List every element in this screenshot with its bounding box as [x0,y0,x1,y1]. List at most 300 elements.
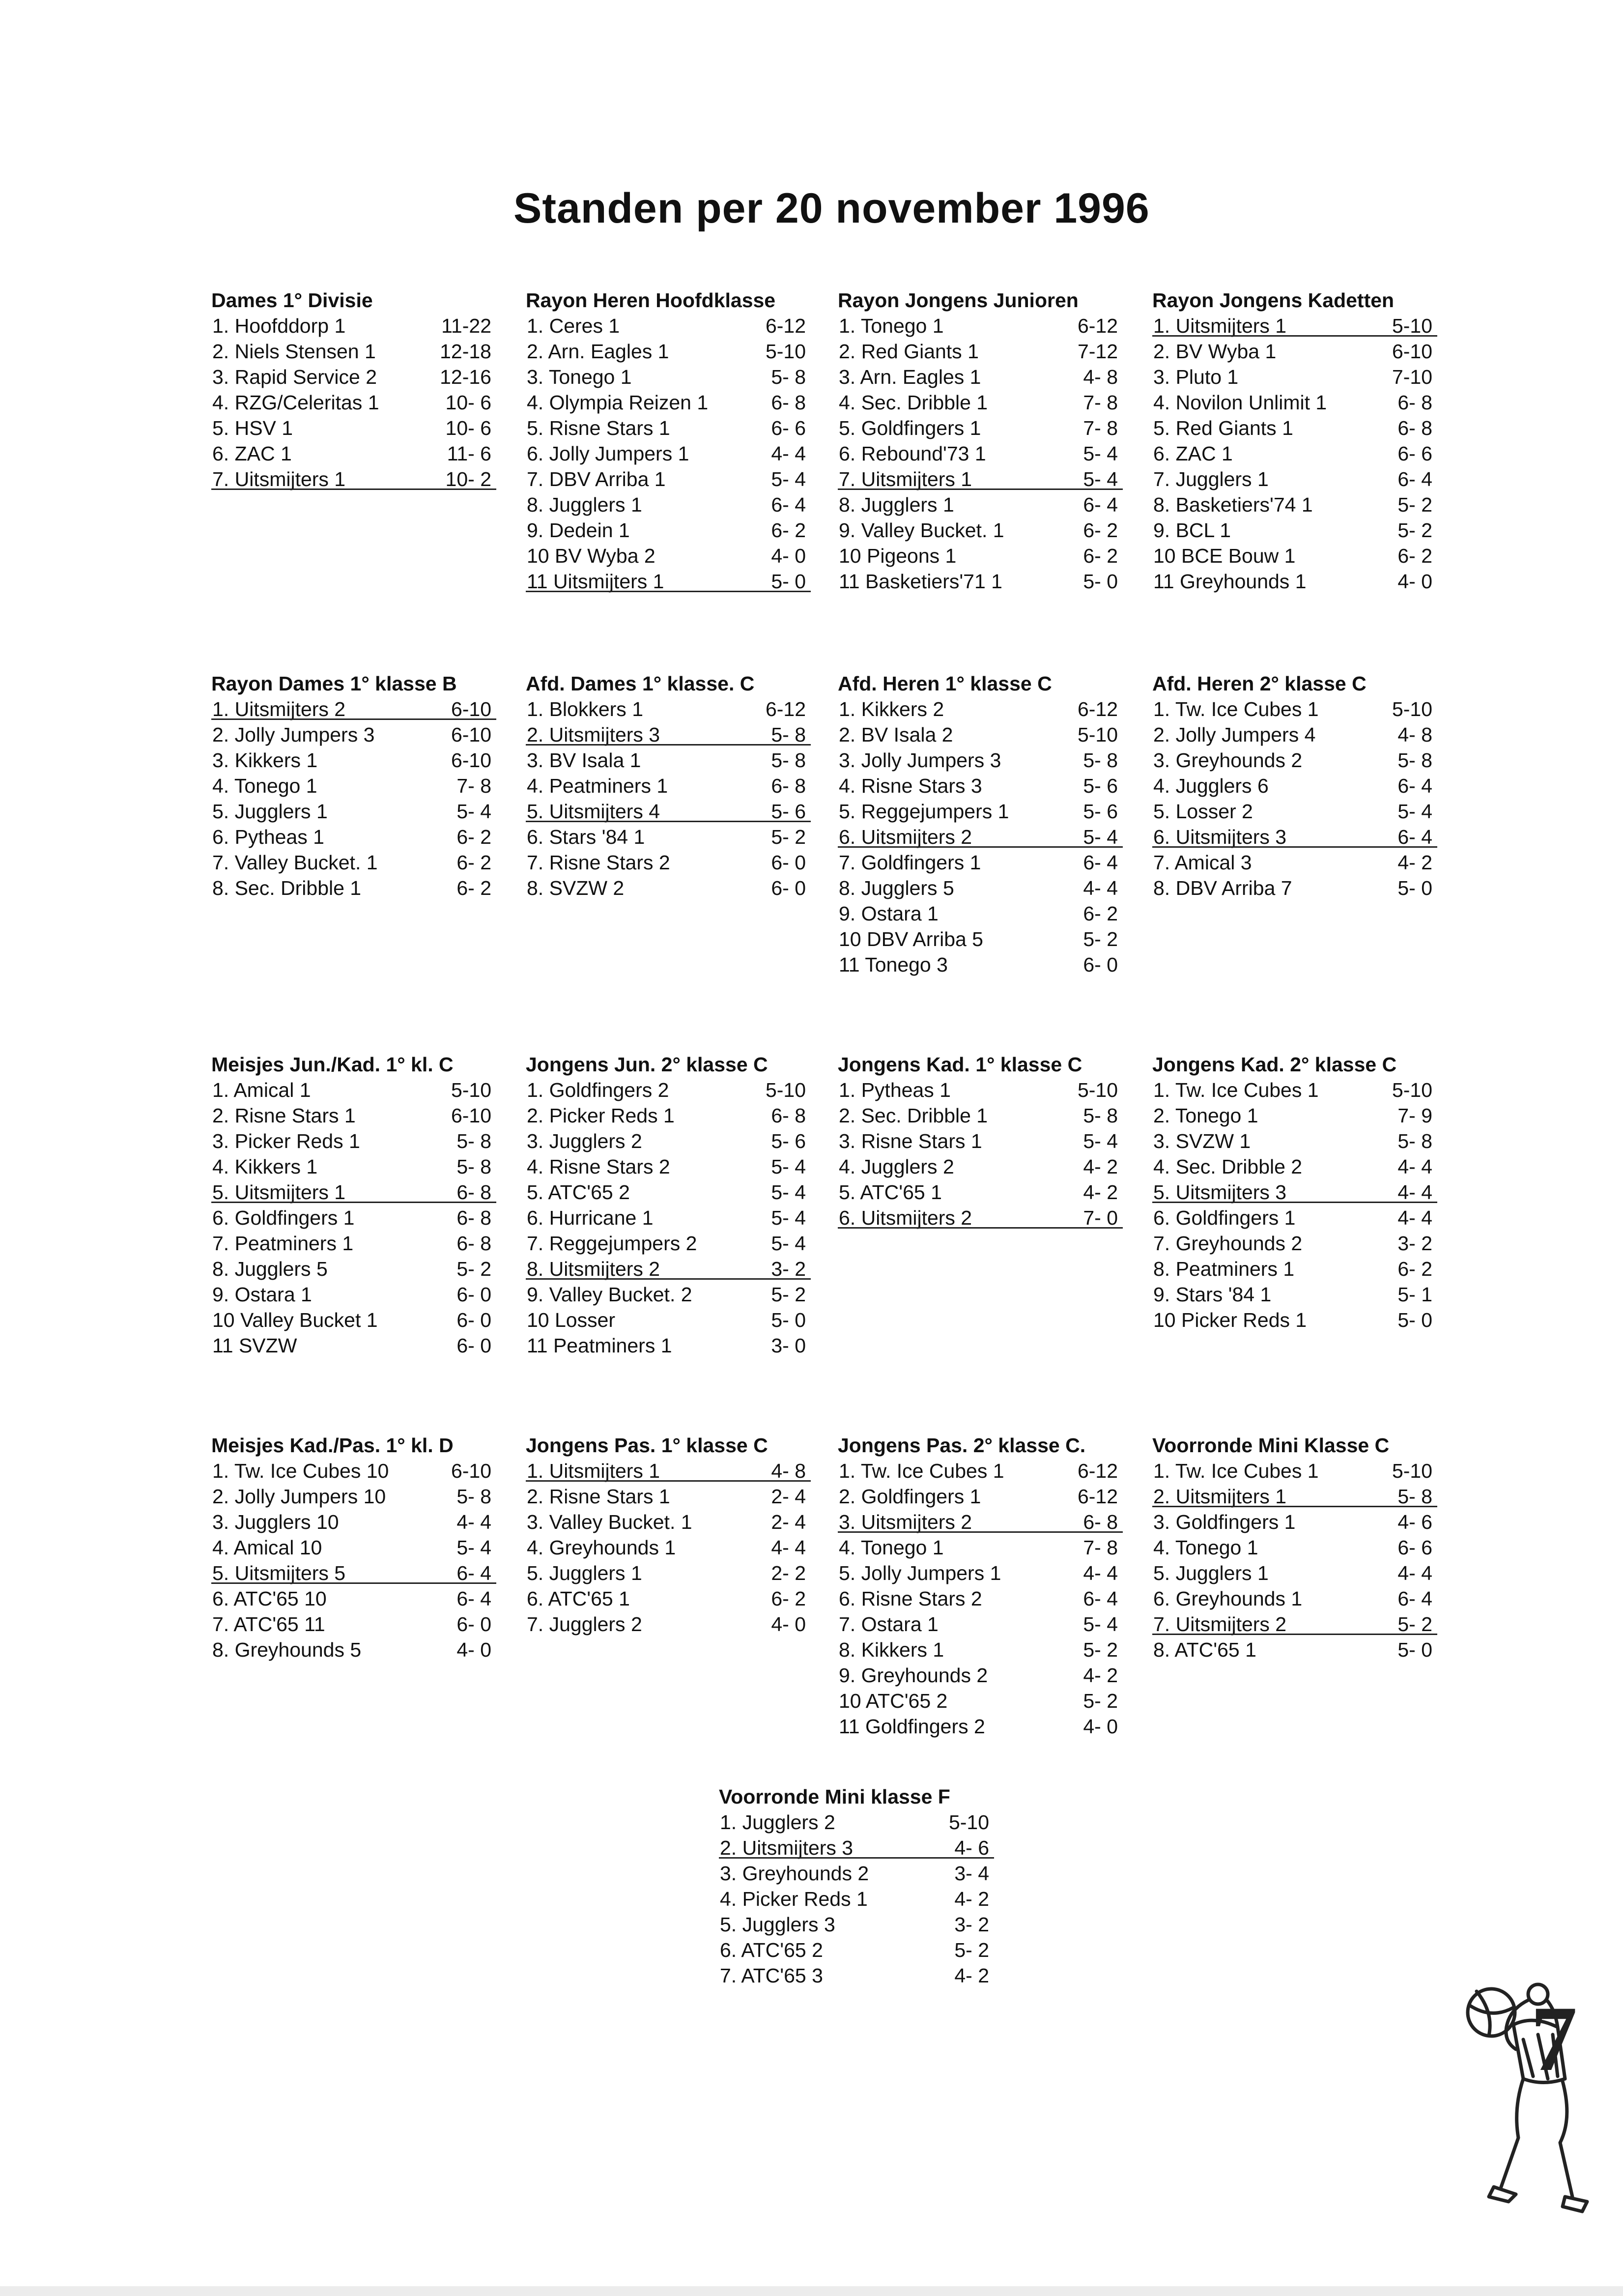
team-name: 6. Jolly Jumpers 1 [527,442,689,465]
table-row [526,773,811,799]
team-name: 8. DBV Arriba 7 [1153,877,1292,899]
team-name: 2. Picker Reds 1 [527,1104,675,1127]
table-row [526,1282,811,1307]
table-row [526,1333,811,1358]
table-row [526,1128,811,1154]
team-name: 6. Uitsmijters 2 [839,826,972,848]
team-name: 5. ATC'65 2 [527,1181,630,1204]
table-row [1152,696,1437,722]
table-row [719,1886,994,1912]
team-score: 4- 4 [771,442,806,465]
team-name: 10 BV Wyba 2 [527,545,655,567]
standings-table [719,1784,994,1988]
team-score: 4- 2 [1083,1155,1118,1178]
table-row [526,1484,811,1509]
team-score: 4- 4 [1083,1562,1118,1584]
team-score: 5- 1 [1397,1283,1432,1306]
team-score: 6- 0 [771,851,806,874]
team-name: 9. Dedein 1 [527,519,630,542]
scan-edge [0,2286,1623,2296]
table-row [526,1179,811,1205]
table-row [211,1458,496,1484]
team-score: 7- 8 [1083,1536,1118,1559]
table-row [211,875,496,901]
page-title: Standen per 20 november 1996 [513,185,1150,232]
team-score: 5- 4 [456,1536,491,1559]
team-name: 2. Uitsmijters 3 [527,723,660,746]
table-row [1152,1154,1437,1179]
table-heading: Afd. Heren 1° klasse C [838,672,1052,695]
team-name: 4. Risne Stars 2 [527,1155,670,1178]
team-score: 6- 6 [1397,442,1432,465]
team-name: 7. Ostara 1 [839,1613,939,1636]
team-name: 1. Kikkers 2 [839,698,944,720]
team-score: 2- 4 [771,1485,806,1508]
team-name: 10 Picker Reds 1 [1153,1309,1307,1331]
table-row-highlighted [211,1560,496,1586]
team-name: 5. ATC'65 1 [839,1181,942,1204]
team-name: 3. Risne Stars 1 [839,1130,982,1152]
table-row [1152,517,1437,543]
team-score: 6-12 [765,698,806,720]
standings-table [1152,1052,1437,1333]
team-name: 2. Goldfingers 1 [839,1485,981,1508]
team-name: 4. Novilon Unlimit 1 [1153,391,1327,414]
team-score: 6-12 [765,315,806,337]
table-row [719,1937,994,1963]
team-name: 4. Picker Reds 1 [720,1888,868,1910]
table-row [838,1714,1123,1739]
team-score: 5- 4 [771,1232,806,1255]
team-score: 12-16 [440,366,491,388]
table-heading: Rayon Heren Hoofdklasse [526,289,776,312]
team-name: 1. Jugglers 2 [720,1811,835,1834]
team-name: 5. Reggejumpers 1 [839,800,1009,823]
team-name: 9. Stars '84 1 [1153,1283,1272,1306]
team-score: 6-10 [451,1460,491,1482]
team-score: 5- 8 [1397,1485,1432,1508]
team-name: 5. Jugglers 1 [527,1562,642,1584]
table-row [1152,1535,1437,1560]
team-score: 5- 8 [456,1155,491,1178]
table-row [838,1077,1123,1103]
team-score: 5- 6 [1083,775,1118,797]
team-score: 6- 0 [456,1283,491,1306]
team-name: 7. Jugglers 1 [1153,468,1269,490]
table-heading: Voorronde Mini klasse F [719,1785,950,1808]
team-score: 2- 4 [771,1511,806,1533]
table-row [838,569,1123,594]
table-row [1152,1282,1437,1307]
team-score: 5-10 [765,1079,806,1101]
team-name: 1. Ceres 1 [527,315,620,337]
team-score: 6- 0 [456,1613,491,1636]
table-row [1152,773,1437,799]
table-row [526,390,811,415]
table-heading: Afd. Heren 2° klasse C [1152,672,1367,695]
team-name: 1. Uitsmijters 2 [212,698,346,720]
team-score: 6- 4 [1083,1587,1118,1610]
team-name: 7. Goldfingers 1 [839,851,981,874]
team-name: 1. Hoofddorp 1 [212,315,346,337]
team-name: 4. Peatminers 1 [527,775,668,797]
table-row-highlighted [526,1458,811,1484]
table-row [211,1333,496,1358]
team-score: 6- 8 [771,391,806,414]
standings-table [838,287,1123,594]
table-row [838,1128,1123,1154]
team-name: 4. Tonego 1 [212,775,317,797]
team-score: 6-12 [1077,1485,1118,1508]
team-score: 5- 0 [1397,877,1432,899]
table-row [838,364,1123,390]
team-score: 4- 0 [771,545,806,567]
team-name: 8. Jugglers 5 [212,1258,328,1280]
team-name: 10 Valley Bucket 1 [212,1309,378,1331]
team-name: 7. DBV Arriba 1 [527,468,666,490]
team-score: 5- 0 [1397,1309,1432,1331]
team-score: 5-10 [1392,1079,1432,1101]
team-name: 6. Stars '84 1 [527,826,645,848]
team-score: 6- 2 [771,1587,806,1610]
team-name: 4. Greyhounds 1 [527,1536,676,1559]
team-score: 4- 4 [1397,1181,1432,1204]
team-score: 6- 8 [456,1232,491,1255]
standings-table [526,1433,811,1637]
table-row [1152,1256,1437,1282]
team-score: 5-10 [1077,1079,1118,1101]
team-name: 7. Uitsmijters 1 [839,468,972,490]
table-row [211,441,496,466]
team-score: 6- 4 [1083,851,1118,874]
team-score: 6- 0 [771,877,806,899]
table-row [211,1128,496,1154]
team-score: 7- 8 [456,775,491,797]
table-row [1152,441,1437,466]
team-name: 4. Olympia Reizen 1 [527,391,709,414]
table-row [838,1611,1123,1637]
team-score: 6-12 [1077,1460,1118,1482]
team-score: 6- 2 [771,519,806,542]
table-row [1152,1458,1437,1484]
team-name: 4. Tonego 1 [839,1536,944,1559]
team-name: 11 Uitsmijters 1 [527,570,664,593]
table-row [211,722,496,747]
team-name: 2. Risne Stars 1 [212,1104,356,1127]
team-name: 9. Ostara 1 [839,902,939,925]
table-row [1152,1231,1437,1256]
table-row [211,1484,496,1509]
standings-table [211,287,496,492]
table-row [1152,1509,1437,1535]
team-score: 4- 0 [1083,1715,1118,1738]
table-row [838,1458,1123,1484]
team-score: 7- 8 [1083,391,1118,414]
team-name: 7. ATC'65 11 [212,1613,325,1636]
team-score: 5- 8 [1397,1130,1432,1152]
table-row [1152,466,1437,492]
standings-table [211,1052,496,1358]
team-score: 5- 8 [1083,1104,1118,1127]
team-score: 6- 6 [771,417,806,439]
team-name: 9. Valley Bucket. 2 [527,1283,692,1306]
team-score: 5- 2 [1397,519,1432,542]
team-score: 5-10 [451,1079,491,1101]
team-name: 2. Uitsmijters 1 [1153,1485,1287,1508]
table-row [1152,390,1437,415]
team-name: 8. Peatminers 1 [1153,1258,1295,1280]
team-score: 5- 2 [1397,1613,1432,1636]
standings-table [526,1052,811,1358]
team-score: 6-12 [1077,315,1118,337]
table-row [526,1535,811,1560]
table-row [526,1103,811,1128]
team-name: 7. Jugglers 2 [527,1613,642,1636]
table-row [838,492,1123,517]
table-row [838,1688,1123,1714]
table-row [1152,1205,1437,1231]
table-row [838,313,1123,339]
table-row [211,313,496,339]
table-row [838,441,1123,466]
team-score: 4- 4 [1397,1562,1432,1584]
team-name: 8. ATC'65 1 [1153,1638,1256,1661]
team-name: 2. Jolly Jumpers 4 [1153,723,1316,746]
team-score: 5- 0 [1083,570,1118,593]
team-name: 7. Peatminers 1 [212,1232,354,1255]
table-row [1152,875,1437,901]
table-row [719,1912,994,1937]
table-row [211,1509,496,1535]
team-name: 6. ZAC 1 [212,442,292,465]
team-name: 5. HSV 1 [212,417,293,439]
team-name: 3. Kikkers 1 [212,749,318,772]
table-row [526,1231,811,1256]
team-score: 5- 4 [456,800,491,823]
team-name: 3. SVZW 1 [1153,1130,1251,1152]
table-heading: Rayon Jongens Kadetten [1152,289,1395,312]
table-row-highlighted [838,1509,1123,1535]
team-name: 10 DBV Arriba 5 [839,928,983,950]
team-score: 3- 2 [954,1913,989,1936]
team-name: 2. BV Isala 2 [839,723,953,746]
table-row [526,466,811,492]
team-name: 9. Greyhounds 2 [839,1664,988,1687]
team-score: 6- 8 [1397,417,1432,439]
team-score: 6- 4 [456,1587,491,1610]
table-heading: Rayon Dames 1° klasse B [211,672,457,695]
team-score: 5- 2 [771,826,806,848]
team-name: 3. Rapid Service 2 [212,366,377,388]
team-name: 8. Jugglers 1 [839,493,954,516]
team-score: 5- 8 [456,1130,491,1152]
table-row [838,1663,1123,1688]
table-row [838,1535,1123,1560]
table-row [838,415,1123,441]
table-row [526,1205,811,1231]
team-score: 5- 2 [1397,493,1432,516]
team-score: 5- 4 [771,468,806,490]
team-name: 9. Ostara 1 [212,1283,312,1306]
table-row [1152,1307,1437,1333]
team-score: 5-10 [948,1811,989,1834]
team-score: 6-10 [451,749,491,772]
team-score: 4- 4 [771,1536,806,1559]
table-row [526,1154,811,1179]
table-row [838,850,1123,875]
team-name: 7. Uitsmijters 1 [212,468,346,490]
table-row [526,543,811,569]
table-row [211,339,496,364]
team-name: 6. Greyhounds 1 [1153,1587,1303,1610]
team-score: 5- 0 [771,1309,806,1331]
team-name: 1. Blokkers 1 [527,698,643,720]
table-row [526,1307,811,1333]
table-row [211,390,496,415]
team-name: 3. Greyhounds 2 [720,1862,869,1885]
table-row [838,926,1123,952]
table-row [1152,364,1437,390]
table-heading: Voorronde Mini Klasse C [1152,1434,1390,1457]
team-score: 4- 0 [456,1638,491,1661]
table-row-highlighted [1152,313,1437,339]
team-score: 5- 2 [954,1939,989,1961]
table-row [1152,850,1437,875]
table-heading: Jongens Kad. 2° klasse C [1152,1053,1397,1076]
team-score: 4- 2 [1083,1181,1118,1204]
team-score: 4- 4 [1397,1155,1432,1178]
team-name: 1. Tw. Ice Cubes 1 [1153,1079,1319,1101]
team-score: 6- 2 [1083,902,1118,925]
team-score: 3- 2 [1397,1232,1432,1255]
table-row [211,1535,496,1560]
team-score: 5- 2 [1083,1638,1118,1661]
team-name: 1. Tw. Ice Cubes 1 [1153,698,1319,720]
team-score: 11-22 [441,315,491,337]
team-score: 6- 8 [456,1206,491,1229]
team-name: 3. Arn. Eagles 1 [839,366,981,388]
table-row [526,415,811,441]
team-score: 7- 0 [1083,1206,1118,1229]
team-score: 7-12 [1077,340,1118,363]
table-row [526,1560,811,1586]
table-row [838,339,1123,364]
team-name: 1. Uitsmijters 1 [1153,315,1287,337]
team-name: 5. Jolly Jumpers 1 [839,1562,1001,1584]
team-name: 6. Goldfingers 1 [212,1206,355,1229]
table-row [1152,799,1437,824]
standings-table [838,1052,1123,1231]
table-row [526,339,811,364]
table-row [838,1637,1123,1663]
team-name: 8. Uitsmijters 2 [527,1258,660,1280]
team-name: 4. Risne Stars 3 [839,775,982,797]
team-score: 7- 8 [1083,417,1118,439]
table-heading: Jongens Jun. 2° klasse C [526,1053,768,1076]
table-heading: Meisjes Jun./Kad. 1° kl. C [211,1053,454,1076]
team-score: 5- 4 [1083,1613,1118,1636]
team-score: 6- 2 [456,877,491,899]
team-score: 2- 2 [771,1562,806,1584]
team-name: 5. Uitsmijters 4 [527,800,660,823]
team-score: 5-10 [1392,1460,1432,1482]
team-name: 7. Amical 3 [1153,851,1252,874]
table-row [838,1560,1123,1586]
team-score: 5-10 [1392,315,1432,337]
team-score: 11- 6 [447,442,491,465]
team-score: 6- 4 [456,1562,491,1584]
team-name: 6. Pytheas 1 [212,826,324,848]
team-score: 6-10 [451,698,491,720]
team-score: 5- 8 [771,366,806,388]
team-name: 8. Jugglers 5 [839,877,954,899]
team-score: 4- 2 [954,1964,989,1987]
table-row [719,1963,994,1988]
table-row [211,824,496,850]
team-name: 2. Red Giants 1 [839,340,979,363]
team-name: 2. Uitsmijters 3 [720,1837,854,1859]
table-row [526,696,811,722]
team-score: 6- 0 [456,1334,491,1357]
team-score: 6- 4 [1397,826,1432,848]
table-row [526,824,811,850]
team-name: 8. Jugglers 1 [527,493,642,516]
team-name: 5. Uitsmijters 3 [1153,1181,1287,1204]
team-name: 3. Picker Reds 1 [212,1130,360,1152]
team-name: 1. Tonego 1 [839,315,944,337]
team-name: 3. Uitsmijters 2 [839,1511,972,1533]
standings-table [1152,287,1437,594]
standings-table [211,1433,496,1663]
team-score: 5- 2 [1083,928,1118,950]
team-name: 6. Goldfingers 1 [1153,1206,1296,1229]
team-name: 10 BCE Bouw 1 [1153,545,1296,567]
team-score: 6- 4 [1397,1587,1432,1610]
team-name: 6. Uitsmijters 3 [1153,826,1287,848]
team-score: 5- 4 [1083,442,1118,465]
team-score: 6- 2 [1397,545,1432,567]
team-name: 6. ZAC 1 [1153,442,1233,465]
table-row [211,1307,496,1333]
table-heading: Meisjes Kad./Pas. 1° kl. D [211,1434,454,1457]
table-row [838,517,1123,543]
table-heading: Dames 1° Divisie [211,289,373,312]
team-score: 6- 0 [456,1309,491,1331]
standings-table [838,671,1123,977]
table-row-highlighted [526,1256,811,1282]
table-row [526,850,811,875]
team-name: 6. ATC'65 10 [212,1587,327,1610]
team-name: 9. BCL 1 [1153,519,1231,542]
team-score: 5- 4 [771,1206,806,1229]
team-name: 7. Greyhounds 2 [1153,1232,1303,1255]
standings-table [526,671,811,901]
team-name: 11 Tonego 3 [839,953,948,976]
table-row [211,1611,496,1637]
team-score: 5- 4 [1397,800,1432,823]
team-score: 5- 6 [1083,800,1118,823]
page-number: 7 [1531,1987,1577,2091]
table-heading: Rayon Jongens Junioren [838,289,1079,312]
team-name: 11 Goldfingers 2 [839,1715,985,1738]
team-name: 7. Risne Stars 2 [527,851,670,874]
table-row [211,1231,496,1256]
team-name: 5. Losser 2 [1153,800,1253,823]
team-score: 4- 4 [1397,1206,1432,1229]
team-score: 4- 0 [771,1613,806,1636]
table-row-highlighted [526,722,811,747]
team-name: 1. Goldfingers 2 [527,1079,669,1101]
